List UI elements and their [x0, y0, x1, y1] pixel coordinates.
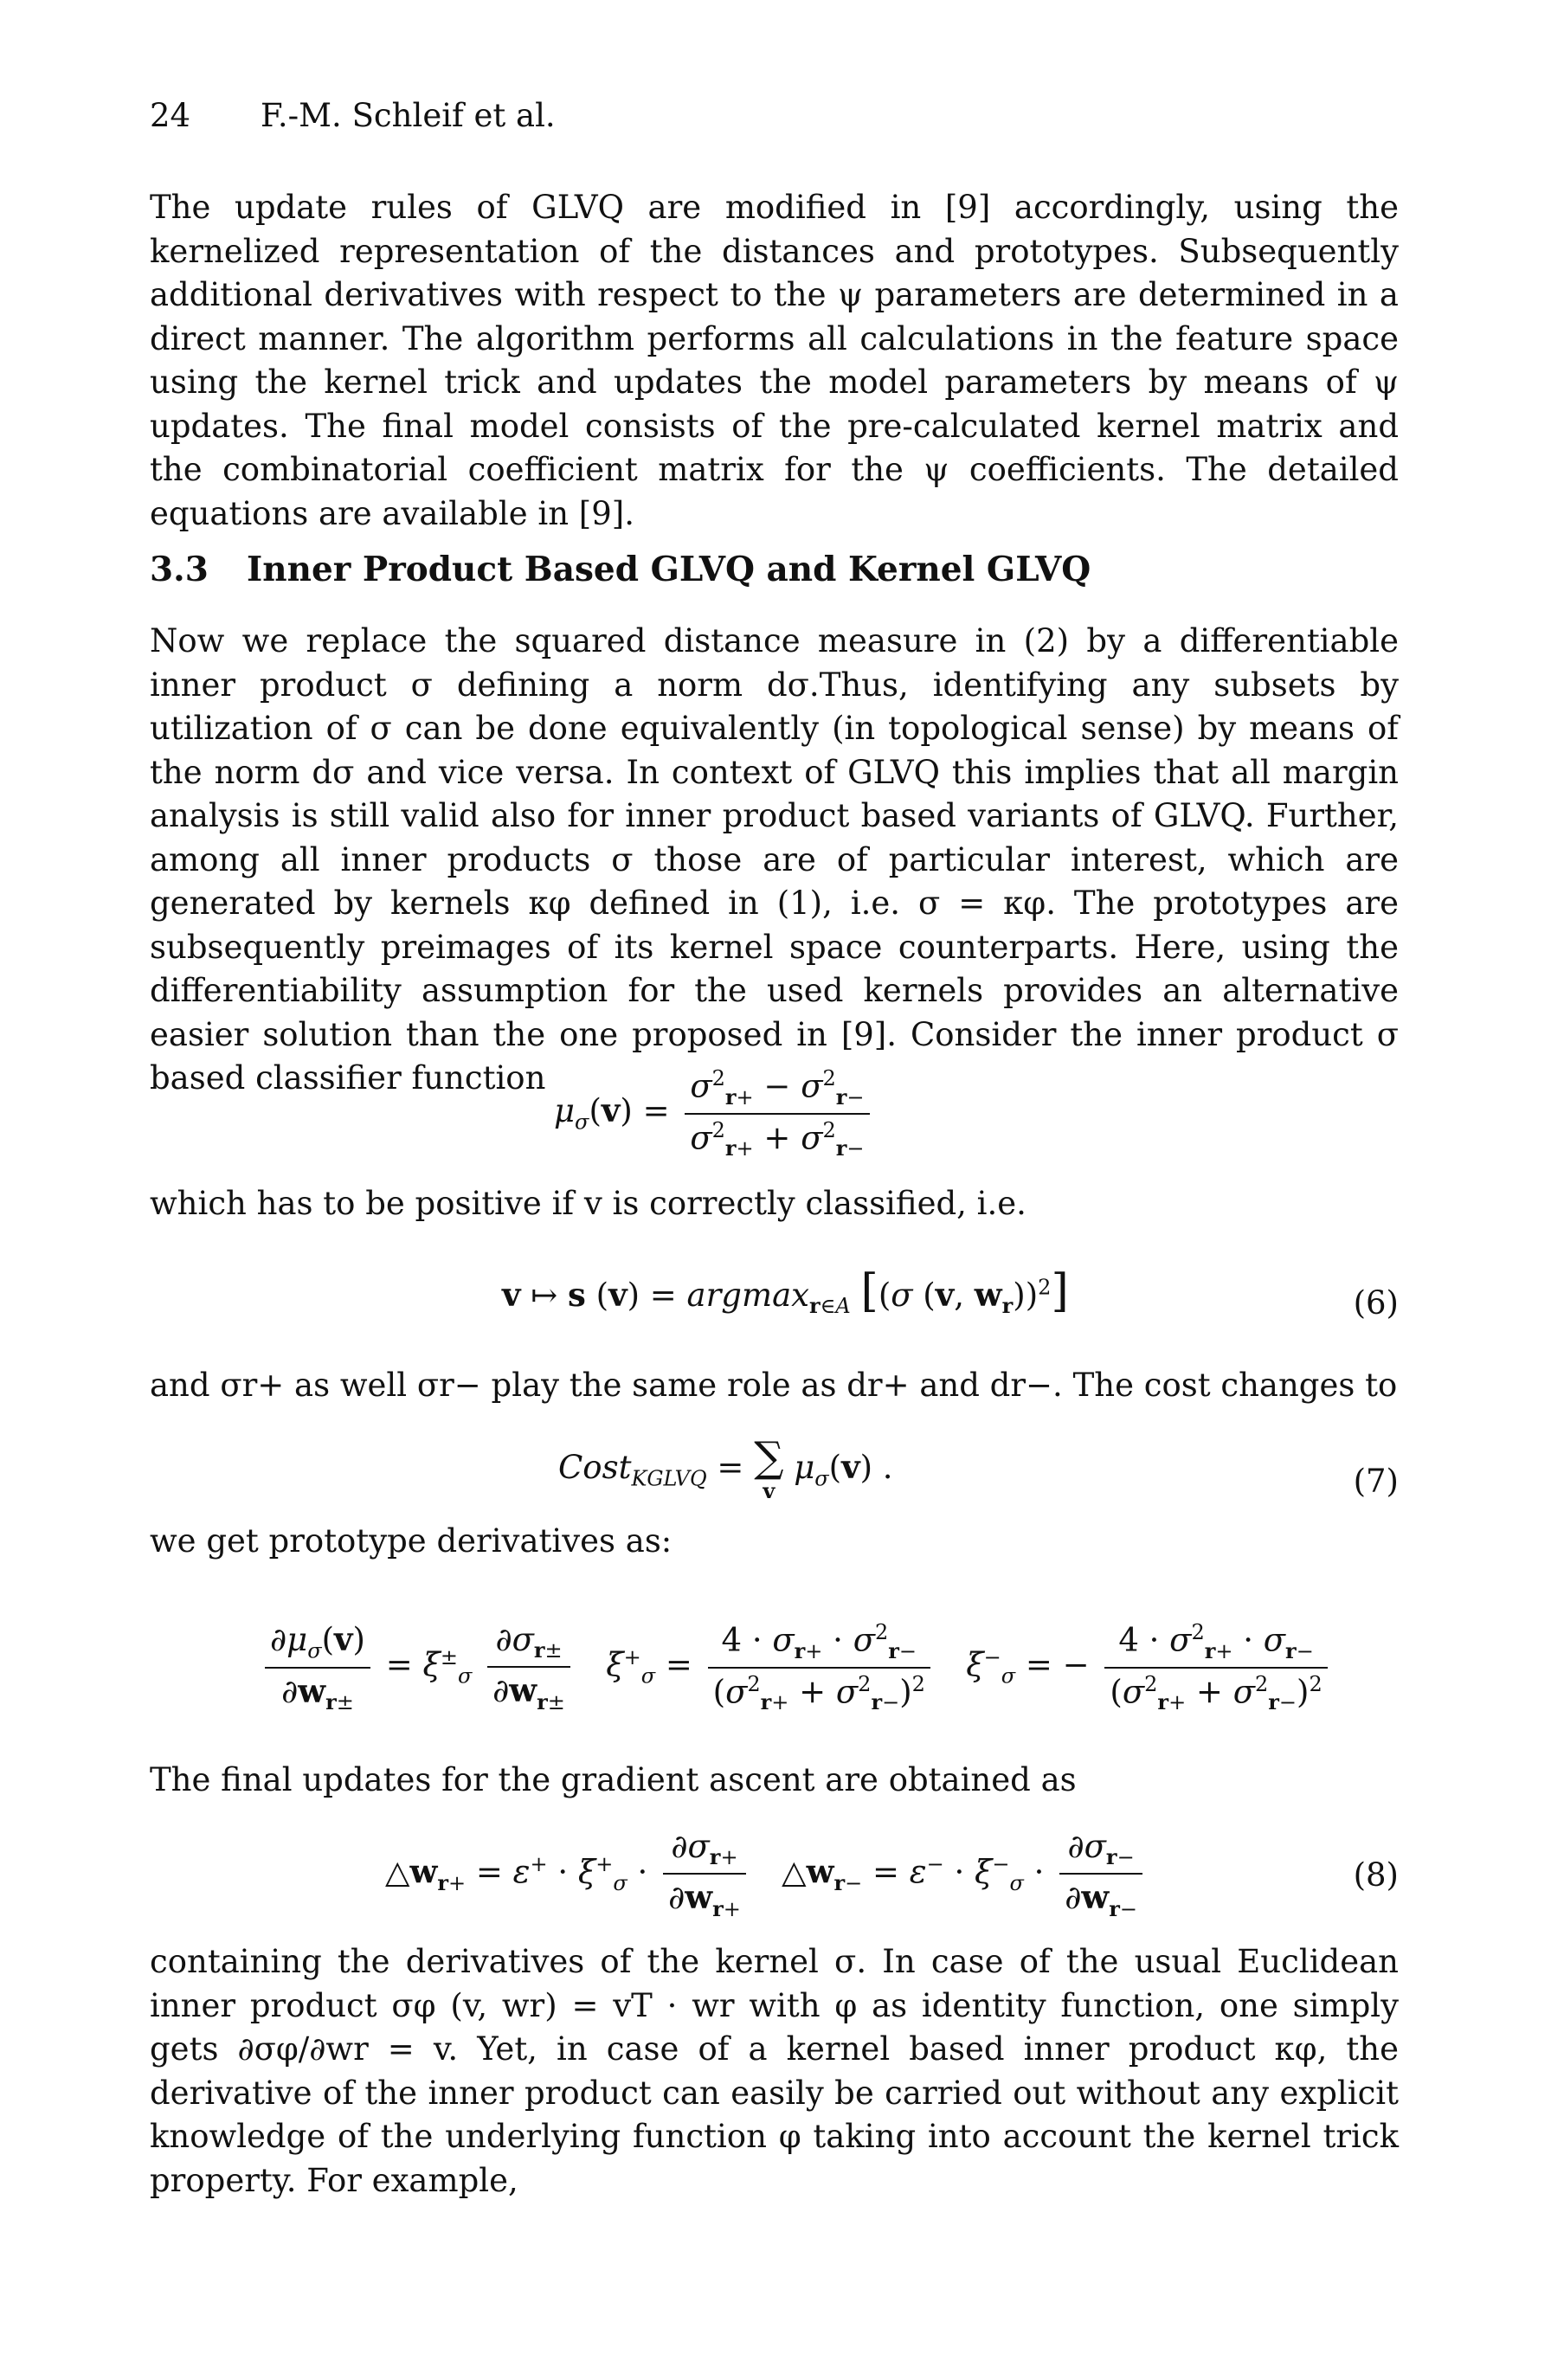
paragraph-final-updates: The final updates for the gradient ascent are obtained as [150, 1761, 1077, 1798]
paragraph-positive-classified: which has to be positive if v is correctly classified, i.e. [150, 1185, 1026, 1222]
paragraph-cost-changes: and σr+ as well σr− play the same role as dr+ and dr−. The cost changes to [150, 1367, 1398, 1404]
equation-number-7: (7) [1353, 1463, 1399, 1500]
equation-prototype-derivatives: $\frac{\partial\mu_\sigma(v)}{\partial w_{r\pm}}$ = $\xi^\pm_\sigma$ $\frac{\partial\sigma_{r\pm}}{\partial w_{r\pm}}$ $\xi^+_\sigma$ = $\frac{4 \cdot \sigma_{r+} \cdot \sigma^2_{r-}}{(\sigma^2_{r+} + \sigma^2_{r-})^2}$ $\xi^-_\sigma$ = − $\frac{4 \cdot \sigma^2_{r+} \cdot \sigma_{r-}}{(\sigma^2_{r+} + \sigma^2_{r-})^2}$ [260, 1620, 1333, 1714]
equation-cost-kglvq: Cost$_{KGLVQ}$ = ∑ v $\mu_\sigma(v)$ . [558, 1433, 893, 1503]
running-header [150, 97, 556, 134]
page-number: 24 [150, 97, 191, 134]
section-heading [150, 550, 1091, 589]
paragraph-inner-product: Now we replace the squared distance measure in (2) by a differentiable inner product σ defining a norm dσ.Thus, identifying any subsets by utilization of σ can be done equivalently (in topological sense) by means of the norm dσ and vice versa. In context of GLVQ this implies that all margin analysis is still valid also for inner product based variants of GLVQ. Further, among all inner products σ those are of particular interest, which are generated by kernels κφ defined in (1), i.e. σ = κφ. The prototypes are subsequently preimages of its kernel space counterparts. Here, using the differentiability assumption for the used kernels provides an alternative easier solution than the one proposed in [9]. Consider the inner product σ based classifier function [150, 622, 1399, 1097]
equation-classifier-function: $\mu_\sigma(v)$ = $\frac{\sigma^2_{r+} - \sigma^2_{r-}}{\sigma^2_{r+} + \sigma^2_{r-}}$ [554, 1066, 875, 1161]
paragraph-prototype-derivatives: we get prototype derivatives as: [150, 1522, 673, 1560]
paragraph-kernel-glvq: The update rules of GLVQ are modified in [9] accordingly, using the kernelized representation of the distances and prototypes. Subsequently additional derivatives with respect to the ψ parameters are determined in a direct manner. The algorithm performs all calculations in the feature space using the kernel trick and updates the model parameters by means of ψ updates. The final model consists of the pre-calculated kernel matrix and the combinatorial coefficient matrix for the ψ coefficients. The detailed equations are available in [9]. [150, 189, 1399, 532]
equation-number-8: (8) [1353, 1856, 1399, 1894]
section-title: Inner Product Based GLVQ and Kernel GLVQ [247, 550, 1091, 589]
running-authors: F.-M. Schleif et al. [261, 97, 556, 134]
equation-argmax: v ↦ s (v) = argmax$_{r\in A}$ [(σ (v, $w_r))^2$] [502, 1265, 1069, 1319]
equation-updates: $\triangle w_{r+} = \varepsilon^+ \cdot \xi^+_\sigma$ · $\frac{\partial\sigma_{r+}}{\partial w_{r+}}$ $\triangle w_{r-} = \varepsilon^- \cdot \xi^-_\sigma$ · $\frac{\partial\sigma_{r-}}{\partial w_{r-}}$ [385, 1828, 1148, 1921]
paragraph-kernel-derivatives: containing the derivatives of the kernel σ. In case of the usual Euclidean inner product σφ (v, wr) = vT · wr with φ as identity function, one simply gets ∂σφ/∂wr = v. Yet, in case of a kernel based inner product κφ, the derivative of the inner product can easily be carried out without any explicit knowledge of the underlying function φ taking into account the kernel trick property. For example, [150, 1943, 1399, 2199]
section-number: 3.3 [150, 550, 209, 589]
equation-number-6: (6) [1353, 1284, 1399, 1322]
